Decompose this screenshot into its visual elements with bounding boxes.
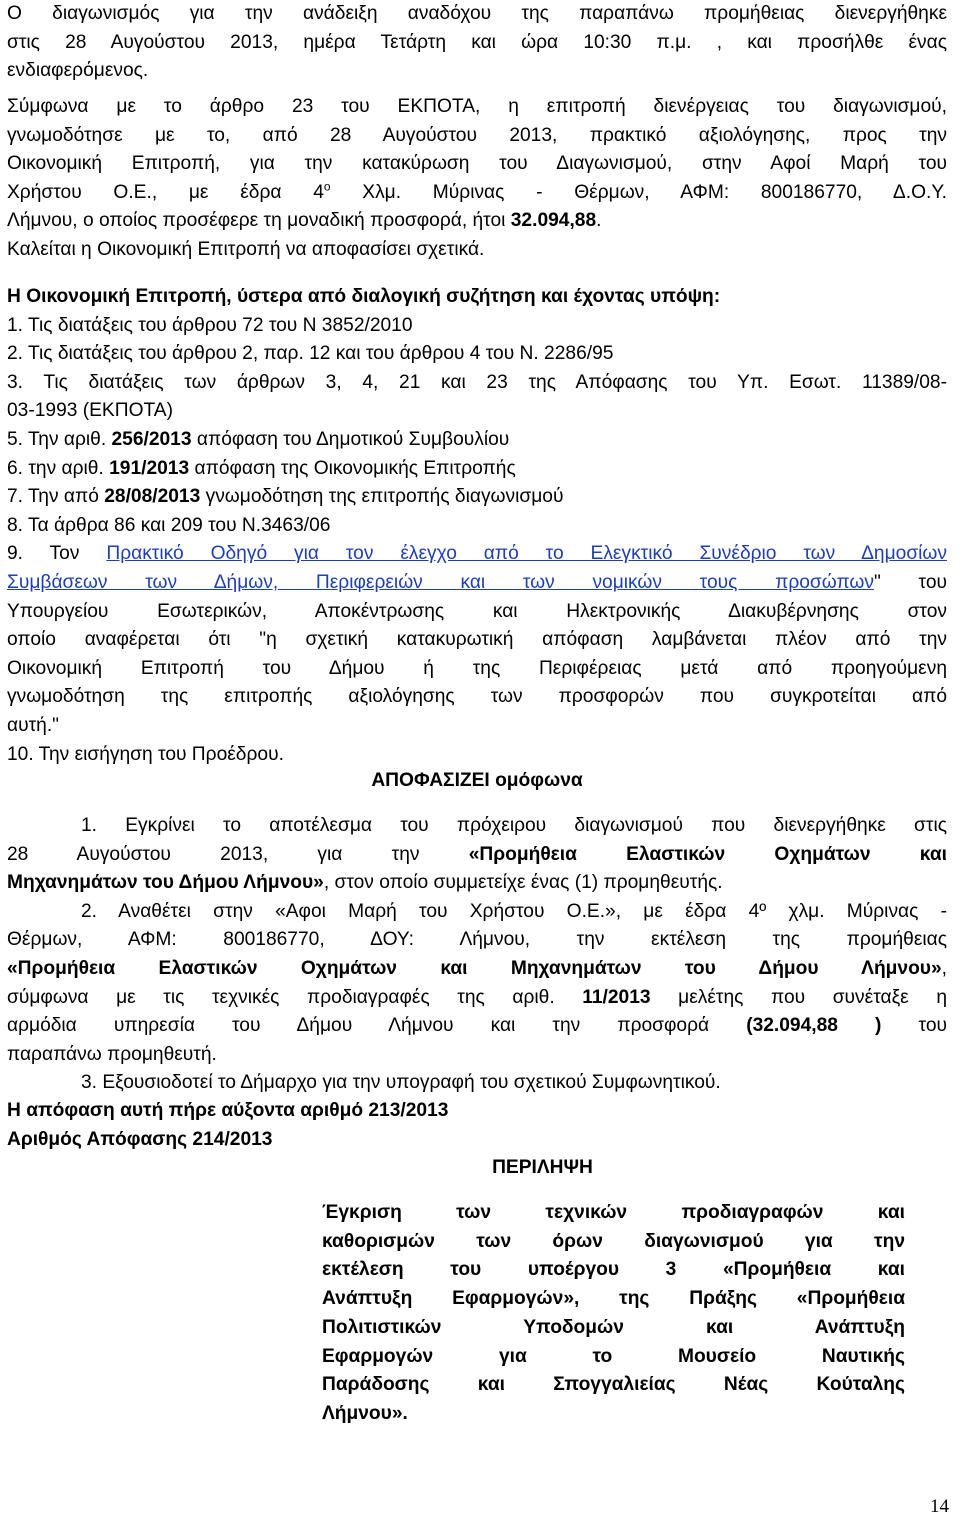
text-span: . bbox=[596, 210, 602, 232]
list-item: 3. Τις διατάξεις των άρθρων 3, 4, 21 και 23 της Απόφασης του Υπ. Εσωτ. 11389/08- bbox=[7, 371, 947, 393]
decision-line bbox=[7, 1012, 947, 1041]
decision-line bbox=[7, 841, 947, 870]
summary-line: Εφαρμογών για το Μουσείο Ναυτικής bbox=[322, 1345, 905, 1367]
decision-line bbox=[7, 955, 947, 984]
list-item bbox=[7, 483, 947, 512]
decision-line: 3. Εξουσιοδοτεί το Δήμαρχο για την υπογραφή του σχετικού Συμφωνητικού. bbox=[81, 1072, 721, 1094]
text-span: 28 Αυγούστου 2013, για την bbox=[7, 843, 469, 865]
summary-line: Έγκριση των τεχνικών προδιαγραφών και bbox=[322, 1202, 905, 1223]
list-item bbox=[7, 569, 947, 598]
offer-amount: (32.094,88 ) bbox=[746, 1015, 882, 1037]
text-span: σύμφωνα με τις τεχνικές προδιαγραφές της αριθ. bbox=[7, 986, 583, 1008]
text-span: αρμόδια υπηρεσία του Δήμου Λήμνου και την προσφορά bbox=[7, 1015, 747, 1037]
text-span: 6. την αριθ. bbox=[7, 457, 110, 479]
text-span: του bbox=[881, 1015, 947, 1037]
intro-line: Ο διαγωνισμός για την ανάδειξη αναδόχου της παραπάνω προμήθειας διενεργήθηκε bbox=[7, 3, 947, 24]
practical-guide-link[interactable]: Πρακτικό Οδηγό για τον έλεγχο από το Ελεγκτικό Συνέδριο των Δημοσίων bbox=[106, 543, 947, 565]
list-item: γνωμοδότηση της επιτροπής αξιολόγησης των προσφορών που συγκροτείται από bbox=[7, 686, 947, 708]
considering-section bbox=[7, 283, 947, 769]
decision-number-line: Αριθμός Απόφασης 214/2013 bbox=[7, 1128, 273, 1150]
list-item bbox=[7, 540, 947, 569]
practical-guide-link[interactable]: Συμβάσεων των Δήμων, Περιφερειών και των νομικών τους προσώπων bbox=[7, 571, 874, 593]
paragraph-line: Καλείται η Οικονομική Επιτροπή να αποφασίσει σχετικά. bbox=[7, 238, 485, 260]
list-item: 2. Τις διατάξεις του άρθρου 2, παρ. 12 και του άρθρου 4 του Ν. 2286/95 bbox=[7, 343, 614, 365]
serial-number-line: Η απόφαση αυτή πήρε αύξοντα αριθμό 213/2013 bbox=[7, 1100, 449, 1121]
text-span: , bbox=[941, 957, 947, 979]
text-span: " του bbox=[874, 571, 947, 593]
text-span: 191/2013 bbox=[109, 457, 190, 479]
paragraph-line: Σύμφωνα με το άρθρο 23 του ΕΚΠΟΤΑ, η επιτροπή διενέργειας του διαγωνισμού, bbox=[7, 96, 947, 117]
superscript: ο bbox=[323, 179, 331, 194]
decision-numbers bbox=[7, 1097, 947, 1154]
list-item: 8. Τα άρθρα 86 και 209 του Ν.3463/06 bbox=[7, 514, 331, 536]
decides-heading: ΑΠΟΦΑΣΙΖΕΙ ομόφωνα bbox=[371, 770, 583, 791]
intro-line: ενδιαφερόμενος. bbox=[7, 60, 149, 82]
text-span: , στον οποίο συμμετείχε ένας (1) προμηθευτής. bbox=[323, 872, 723, 894]
text-span: γνωμοδότηση της επιτροπής διαγωνισμού bbox=[200, 486, 564, 508]
text-span: 7. Την από bbox=[7, 486, 105, 508]
decision-line: 2. Αναθέτει στην «Αφοι Μαρή του Χρήστου Ο.Ε.», με έδρα 4º χλμ. Μύρινας - bbox=[81, 900, 947, 922]
study-number: 11/2013 bbox=[582, 986, 651, 1008]
tender-title: «Προμήθεια Ελαστικών Οχημάτων και bbox=[468, 843, 947, 865]
list-item: οποίο αναφέρεται ότι "η σχετική κατακυρωτική απόφαση λαμβάνεται πλέον από την bbox=[7, 629, 947, 651]
summary-line: Ανάπτυξη Εφαρμογών», της Πράξης «Προμήθεια bbox=[322, 1288, 905, 1310]
decision-line bbox=[7, 869, 947, 898]
committee-paragraph bbox=[7, 93, 947, 265]
considering-heading: Η Οικονομική Επιτροπή, ύστερα από διαλογική συζήτηση και έχοντας υπόψη: bbox=[7, 286, 721, 307]
paragraph-line bbox=[7, 207, 947, 236]
summary-block bbox=[322, 1199, 905, 1429]
text-span: Λήμνου, ο οποίος προσέφερε τη μοναδική προσφορά, ήτοι bbox=[7, 210, 511, 232]
decision-line: 1. Εγκρίνει το αποτέλεσμα του πρόχειρου διαγωνισμού που διενεργήθηκε στις bbox=[81, 815, 947, 836]
tender-title: Μηχανημάτων του Δήμου Λήμνου» bbox=[7, 872, 324, 894]
list-item: 03-1993 (ΕΚΠΟΤΑ) bbox=[7, 400, 173, 422]
summary-line: Λήμνου». bbox=[322, 1402, 408, 1424]
summary-title: ΠΕΡΙΛΗΨΗ bbox=[492, 1157, 593, 1178]
intro-paragraph bbox=[7, 0, 947, 86]
tender-title: «Προμήθεια Ελαστικών Οχημάτων και Μηχανημάτων του Δήμου Λήμνου» bbox=[7, 957, 942, 979]
text-span: 5. Την αριθ. bbox=[7, 428, 112, 450]
list-item: αυτή." bbox=[7, 714, 59, 736]
text-span: 9. Τον bbox=[7, 543, 107, 565]
list-item: 10. Την εισήγηση του Προέδρου. bbox=[7, 743, 284, 765]
paragraph-line bbox=[7, 179, 947, 208]
paragraph-line: γνωμοδότησε με το, από 28 Αυγούστου 2013, πρακτικό αξιολόγησης, προς την bbox=[7, 124, 947, 146]
text-span: 256/2013 bbox=[111, 428, 192, 450]
summary-line: εκτέλεση του υποέργου 3 «Προμήθεια και bbox=[322, 1259, 905, 1281]
list-item bbox=[7, 426, 947, 455]
page-number: 14 bbox=[930, 1496, 949, 1517]
summary-line: Πολιτιστικών Υποδομών και Ανάπτυξη bbox=[322, 1316, 905, 1338]
decision-line bbox=[7, 984, 947, 1013]
summary-line: Παράδοσης και Σπογγαλιείας Νέας Κούταλης bbox=[322, 1374, 905, 1396]
list-item: 1. Τις διατάξεις του άρθρου 72 του Ν 3852/2010 bbox=[7, 314, 413, 336]
list-item: Υπουργείου Εσωτερικών, Αποκέντρωσης και Ηλεκτρονικής Διακυβέρνησης στον bbox=[7, 600, 947, 622]
offer-amount: 32.094,88 bbox=[510, 210, 597, 232]
list-item: Οικονομική Επιτροπή του Δήμου ή της Περιφέρειας μετά από προηγούμενη bbox=[7, 657, 947, 679]
text-span: Χλμ. Μύρινας - Θέρμων, ΑΦΜ: 800186770, Δ.Ο.Υ. bbox=[330, 181, 947, 203]
decision-section bbox=[7, 812, 947, 1098]
text-span: απόφαση της Οικονομικής Επιτροπής bbox=[189, 457, 516, 479]
text-span: 28/08/2013 bbox=[104, 486, 201, 508]
list-item bbox=[7, 455, 947, 484]
intro-line: στις 28 Αυγούστου 2013, ημέρα Τετάρτη και ώρα 10:30 π.μ. , και προσήλθε ένας bbox=[7, 31, 947, 53]
decision-line: παραπάνω προμηθευτή. bbox=[7, 1043, 217, 1065]
decision-line: Θέρμων, ΑΦΜ: 800186770, ΔΟΥ: Λήμνου, την εκτέλεση της προμήθειας bbox=[7, 929, 947, 951]
text-span: μελέτης που συνέταξε η bbox=[650, 986, 947, 1008]
summary-line: καθορισμών των όρων διαγωνισμού για την bbox=[322, 1230, 905, 1252]
text-span: Χρήστου Ο.Ε., με έδρα 4 bbox=[7, 181, 324, 203]
paragraph-line: Οικονομική Επιτροπή, για την κατακύρωση του Διαγωνισμού, στην Αφοί Μαρή του bbox=[7, 153, 947, 175]
text-span: απόφαση του Δημοτικού Συμβουλίου bbox=[191, 428, 510, 450]
